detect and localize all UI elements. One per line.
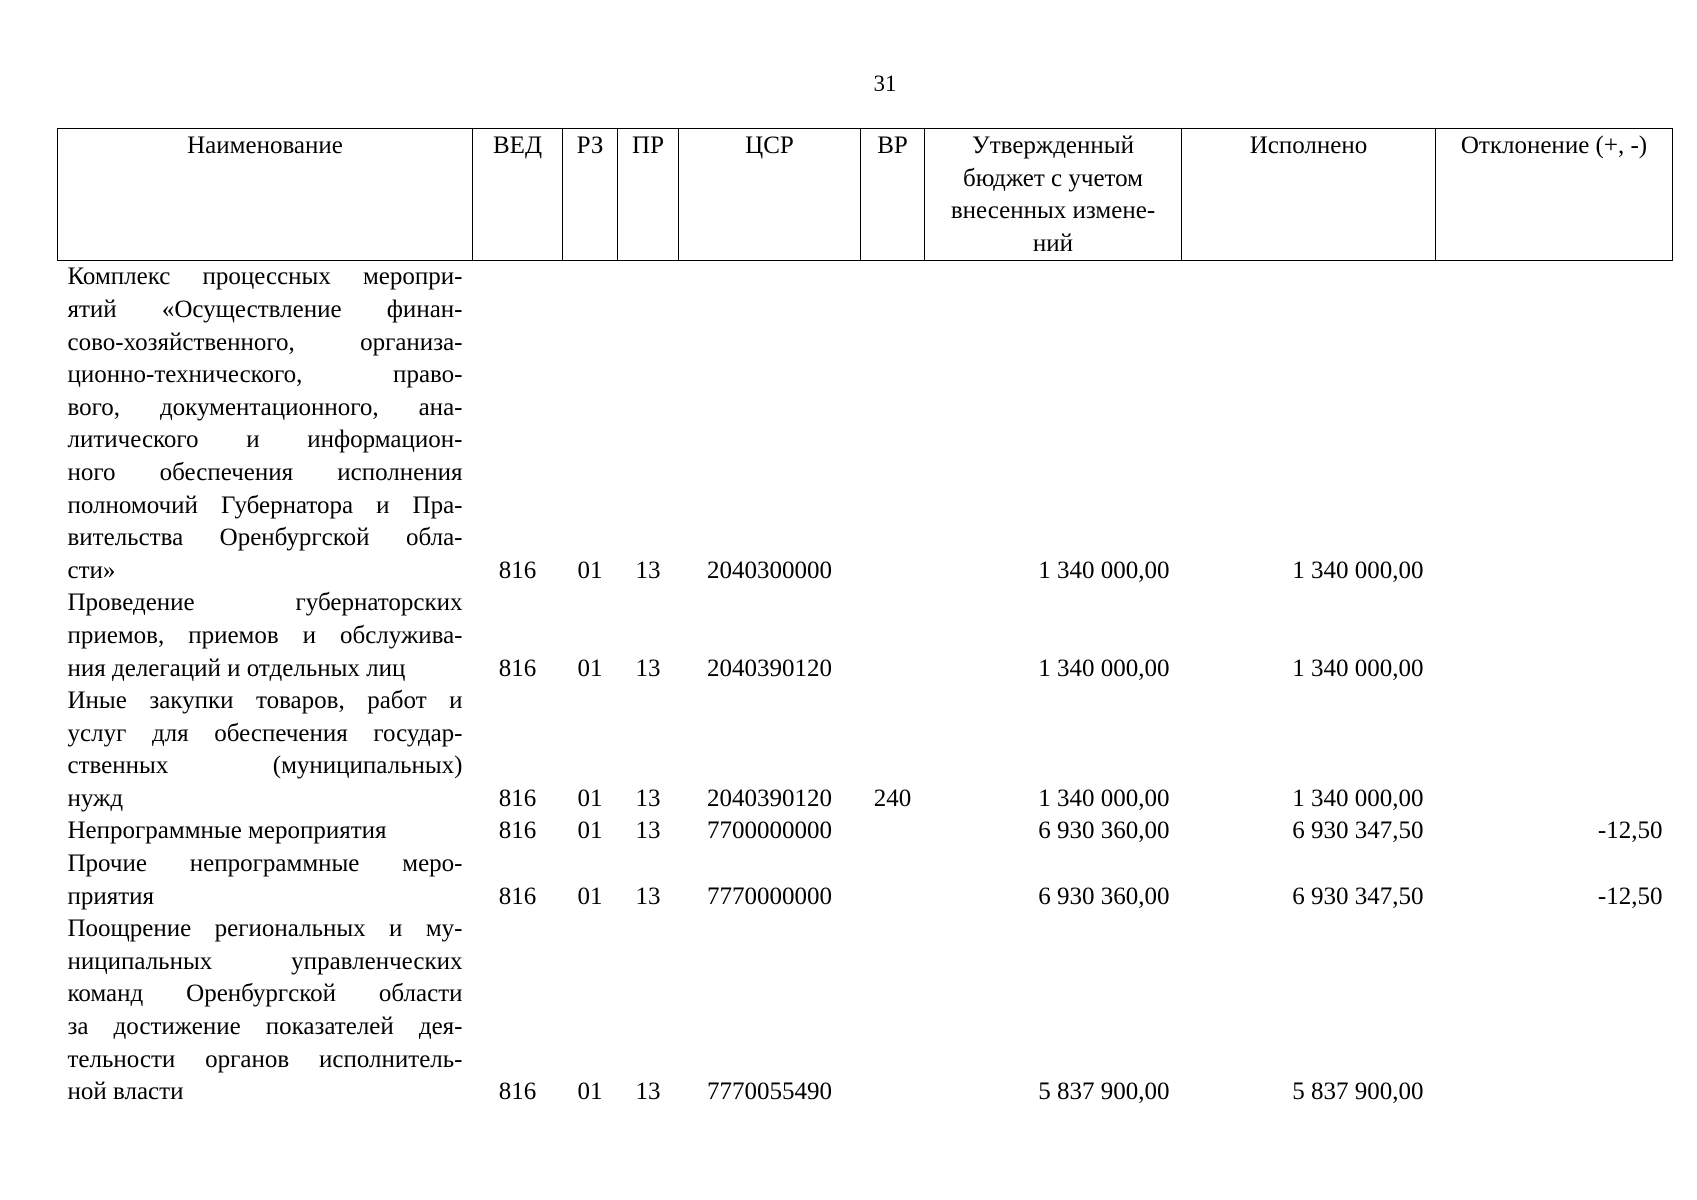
row-ved: 816 [498, 784, 537, 812]
row-name [58, 587, 473, 685]
row-vr [861, 261, 925, 587]
table-body [58, 261, 1673, 1109]
header-vr: ВР [861, 129, 925, 261]
header-csr: ЦСР [679, 129, 861, 261]
row-executed: 6 930 347,50 [1292, 817, 1424, 845]
row-name-line: Проведение губернаторских [67, 589, 463, 617]
row-name-line: литического и информацион- [67, 426, 463, 454]
row-vr [861, 848, 925, 913]
row-executed: 1 340 000,00 [1292, 654, 1424, 682]
row-deviation [1436, 587, 1673, 685]
row-pr: 13 [635, 1078, 661, 1106]
row-rz: 01 [577, 556, 603, 584]
row-rz: 01 [577, 817, 603, 845]
row-approved: 6 930 360,00 [1038, 817, 1170, 845]
table-row [58, 587, 1673, 685]
table-row [58, 913, 1673, 1109]
row-vr [861, 913, 925, 1109]
row-deviation: -12,50 [1597, 817, 1663, 845]
row-executed: 6 930 347,50 [1292, 882, 1424, 910]
row-name-line: Комплекс процессных меропри- [67, 263, 463, 291]
row-name-line: ятий «Осуществление финан- [67, 295, 463, 323]
row-csr: 2040390120 [707, 654, 832, 682]
row-deviation [1436, 913, 1673, 1109]
row-ved: 816 [498, 556, 537, 584]
row-csr: 2040390120 [707, 784, 832, 812]
row-approved: 1 340 000,00 [1038, 654, 1170, 682]
table-row [58, 815, 1673, 848]
row-name-line: ственных (муниципальных) [67, 752, 463, 780]
row-name-line: Поощрение региональных и му- [67, 915, 463, 943]
row-vr [861, 815, 925, 848]
header-pr: ПР [618, 129, 679, 261]
row-rz: 01 [577, 654, 603, 682]
row-ved: 816 [498, 817, 537, 845]
header-rz: РЗ [563, 129, 618, 261]
row-name-line: Иные закупки товаров, работ и [67, 687, 463, 715]
row-name-line: сти» [67, 556, 116, 584]
row-csr: 7700000000 [707, 817, 832, 845]
budget-table [57, 128, 1673, 1109]
row-approved: 5 837 900,00 [1038, 1078, 1170, 1106]
row-name-line: ниципальных управленческих [67, 947, 463, 975]
row-name-line: ния делегаций и отдельных лиц [67, 654, 406, 682]
row-name-line: Непрограммные мероприятия [67, 817, 387, 845]
header-approved: Утвержденный бюджет с учетом внесенных измене- ний [925, 129, 1182, 261]
row-approved: 6 930 360,00 [1038, 882, 1170, 910]
row-deviation [1436, 261, 1673, 587]
row-name-line: услуг для обеспечения государ- [67, 719, 463, 747]
row-name-line: команд Оренбургской области [67, 980, 463, 1008]
header-executed: Исполнено [1182, 129, 1436, 261]
table-row [58, 848, 1673, 913]
row-pr: 13 [635, 654, 661, 682]
row-ved: 816 [498, 1078, 537, 1106]
row-name-line: полномочий Губернатора и Пра- [67, 491, 463, 519]
row-pr: 13 [635, 784, 661, 812]
row-csr: 2040300000 [707, 556, 832, 584]
table-row [58, 685, 1673, 815]
row-name-line: ного обеспечения исполнения [67, 458, 463, 486]
table-header-row [58, 129, 1673, 261]
row-executed: 1 340 000,00 [1292, 556, 1424, 584]
row-pr: 13 [635, 556, 661, 584]
row-ved: 816 [498, 882, 537, 910]
row-name [58, 848, 473, 913]
row-name-line: тельности органов исполнитель- [67, 1045, 463, 1073]
row-csr: 7770055490 [707, 1078, 832, 1106]
header-name: Наименование [58, 129, 473, 261]
row-name-line: приятия [67, 882, 155, 910]
row-name-line: сово-хозяйственного, организа- [67, 328, 463, 356]
row-pr: 13 [635, 817, 661, 845]
row-vr [861, 587, 925, 685]
row-name [58, 685, 473, 815]
row-csr: 7770000000 [707, 882, 832, 910]
row-name-line: за достижение показателей дея- [67, 1013, 463, 1041]
row-ved: 816 [498, 654, 537, 682]
row-name [58, 261, 473, 587]
row-deviation [1436, 685, 1673, 815]
header-ved: ВЕД [473, 129, 563, 261]
row-deviation: -12,50 [1597, 882, 1663, 910]
row-rz: 01 [577, 1078, 603, 1106]
row-executed: 5 837 900,00 [1292, 1078, 1424, 1106]
row-rz: 01 [577, 882, 603, 910]
table-row [58, 261, 1673, 587]
header-deviation: Отклонение (+, -) [1436, 129, 1673, 261]
row-name-line: ной власти [67, 1078, 184, 1106]
row-name-line: нужд [67, 784, 124, 812]
row-vr: 240 [873, 784, 912, 812]
row-name [58, 913, 473, 1109]
page-number: 31 [873, 71, 897, 96]
row-name [58, 815, 473, 848]
row-executed: 1 340 000,00 [1292, 784, 1424, 812]
row-approved: 1 340 000,00 [1038, 556, 1170, 584]
row-rz: 01 [577, 784, 603, 812]
row-approved: 1 340 000,00 [1038, 784, 1170, 812]
row-name-line: Прочие непрограммные меро- [67, 850, 463, 878]
row-name-line: вого, документационного, ана- [67, 393, 463, 421]
row-name-line: приемов, приемов и обслужива- [67, 621, 463, 649]
row-name-line: ционно-технического, право- [67, 361, 463, 389]
row-pr: 13 [635, 882, 661, 910]
row-name-line: вительства Оренбургской обла- [67, 524, 463, 552]
